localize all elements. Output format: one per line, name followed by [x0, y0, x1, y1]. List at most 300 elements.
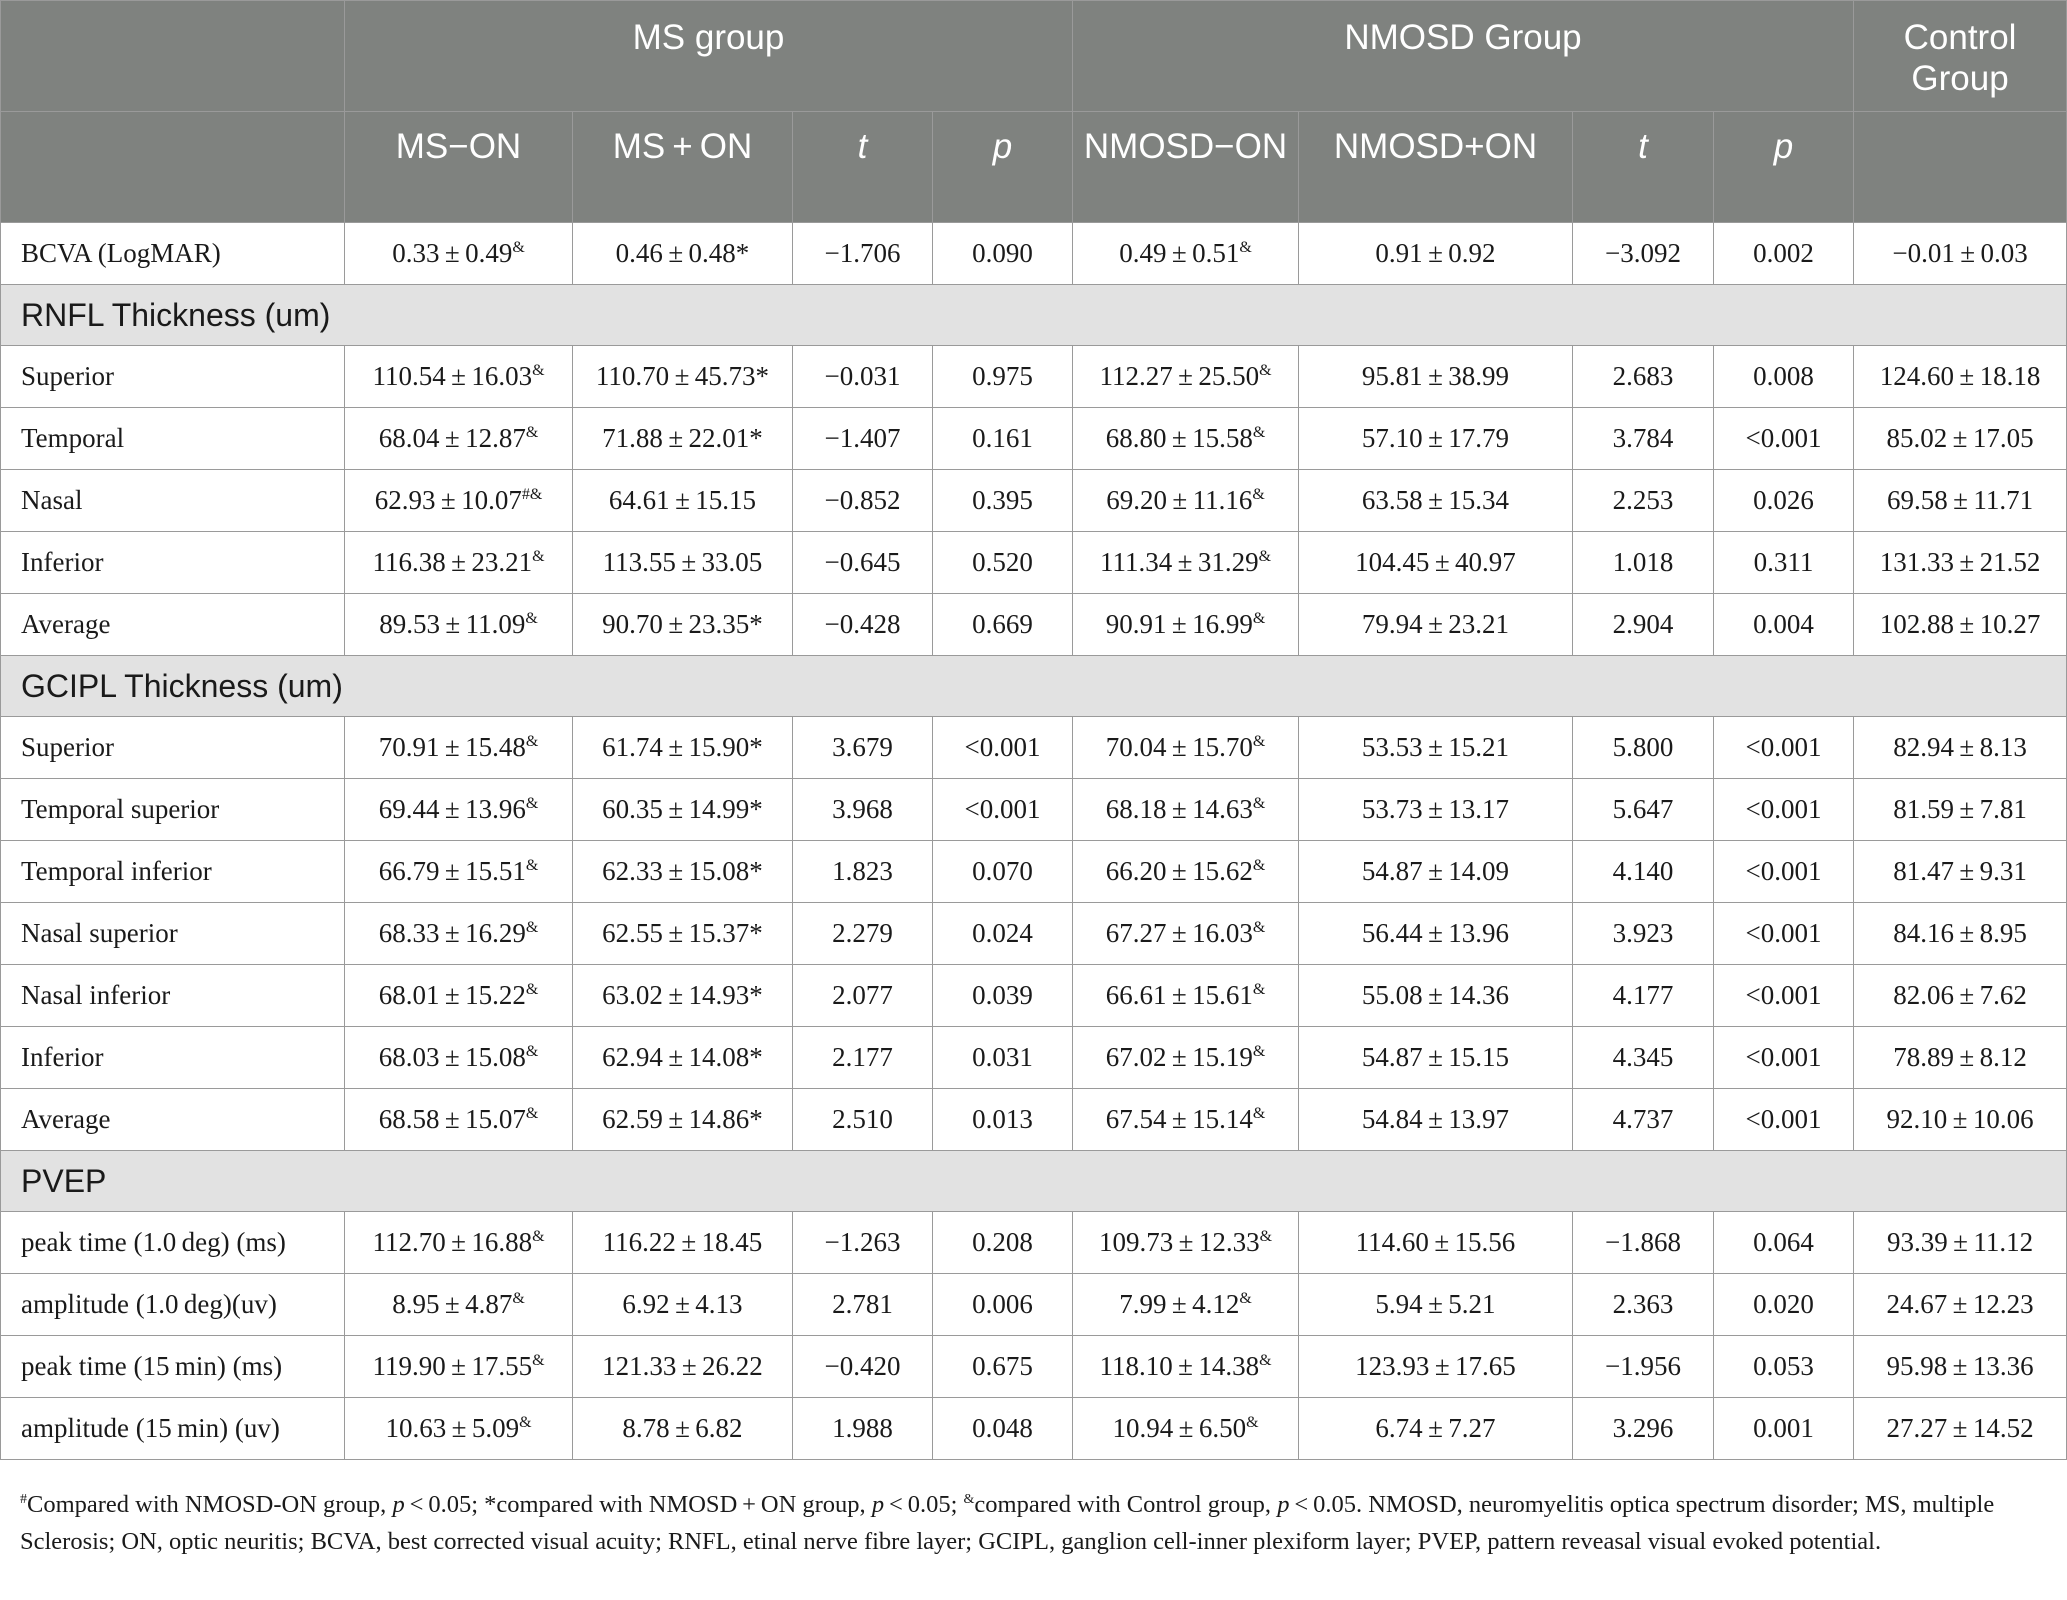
cell-value: 79.94 ± 23.21	[1361, 609, 1510, 639]
row-label: Superior	[1, 346, 345, 408]
cell-value: 10.94 ± 6.50	[1112, 1413, 1247, 1443]
cell-marker: &	[1259, 1228, 1273, 1245]
cell-value: 2.253	[1612, 485, 1674, 515]
cell-value: 5.647	[1612, 794, 1674, 824]
table-cell	[1854, 1089, 2067, 1151]
table-cell	[933, 1027, 1073, 1089]
cell-marker: &	[519, 1414, 532, 1431]
table-cell	[933, 1212, 1073, 1274]
table-cell	[1073, 346, 1299, 408]
table-cell	[573, 841, 793, 903]
cell-value: 53.53 ± 15.21	[1361, 732, 1510, 762]
cell-value: 0.311	[1753, 547, 1814, 577]
cell-value: 84.16 ± 8.95	[1893, 918, 2027, 948]
cell-marker: &	[532, 548, 545, 565]
cell-value: 61.74 ± 15.90*	[602, 732, 763, 762]
table-cell	[793, 594, 933, 656]
cell-value: 68.03 ± 15.08	[378, 1042, 526, 1072]
table-cell	[1854, 346, 2067, 408]
cell-value: <0.001	[1745, 1042, 1822, 1072]
footnote-text: < 0.05; *compared with NMOSD + ON group,	[404, 1491, 872, 1518]
table-cell	[1714, 223, 1854, 285]
cell-value: 60.35 ± 14.99*	[602, 794, 763, 824]
table-cell	[345, 470, 573, 532]
footnote-text: < 0.05. NMOSD, neuromyelitis optica spectrum disorder; MS, multiple Sclerosis; ON, optic neuritis; BCVA, best corrected visual acuity; RNFL, etinal nerve fibre layer; GCIPL, ganglion cell-inner plexiform layer; PVEP, pattern reveasal visual evoked potential.	[20, 1491, 1995, 1555]
table-cell	[345, 841, 573, 903]
table-row	[1, 408, 2067, 470]
cell-value: 3.968	[832, 794, 893, 824]
table-cell	[1299, 1274, 1573, 1336]
cell-value: −0.420	[824, 1351, 901, 1381]
cell-value: 2.177	[832, 1042, 893, 1072]
cell-marker: &	[1239, 239, 1252, 256]
cell-value: −1.868	[1605, 1227, 1681, 1257]
table-cell	[1573, 470, 1714, 532]
table-cell	[1714, 346, 1854, 408]
section-row	[1, 656, 2067, 717]
cell-value: 113.55 ± 33.05	[602, 547, 763, 577]
cell-marker: &	[525, 1105, 539, 1122]
cell-value: 0.013	[972, 1104, 1033, 1134]
table-cell	[933, 470, 1073, 532]
table-cell	[1854, 1336, 2067, 1398]
table-cell	[1073, 470, 1299, 532]
table-cell	[573, 408, 793, 470]
table-cell	[1573, 408, 1714, 470]
row-label: Superior	[1, 717, 345, 779]
table-cell	[1714, 1336, 1854, 1398]
cell-value: 6.74 ± 7.27	[1375, 1413, 1496, 1443]
cell-value: −1.706	[824, 238, 901, 268]
table-cell	[345, 594, 573, 656]
cell-value: 56.44 ± 13.96	[1361, 918, 1510, 948]
table-cell	[1573, 841, 1714, 903]
cell-marker: &	[1252, 981, 1266, 998]
table-cell	[1299, 1027, 1573, 1089]
cell-marker: &	[525, 610, 538, 627]
cell-value: 0.975	[972, 361, 1033, 391]
col-header-ms-minus-on: MS−ON	[345, 112, 573, 223]
table-cell	[345, 1274, 573, 1336]
table-cell	[1573, 532, 1714, 594]
table-cell	[793, 346, 933, 408]
table-header	[1, 1, 2067, 223]
table-cell	[933, 965, 1073, 1027]
cell-value: −0.031	[824, 361, 901, 391]
cell-value: 116.38 ± 23.21	[372, 547, 533, 577]
table-cell	[1714, 1027, 1854, 1089]
table-cell	[345, 903, 573, 965]
cell-value: 6.92 ± 4.13	[622, 1289, 743, 1319]
cell-value: 93.39 ± 11.12	[1886, 1227, 2034, 1257]
cell-value: 82.06 ± 7.62	[1893, 980, 2027, 1010]
cell-value: 121.33 ± 26.22	[602, 1351, 763, 1381]
cell-value: 82.94 ± 8.13	[1893, 732, 2027, 762]
row-label: Nasal superior	[1, 903, 345, 965]
table-cell	[1073, 1398, 1299, 1460]
row-label: BCVA (LogMAR)	[1, 223, 345, 285]
footnote-p: p	[1277, 1491, 1290, 1518]
table-cell	[573, 965, 793, 1027]
cell-value: <0.001	[1745, 732, 1822, 762]
cell-value: 70.91 ± 15.48	[378, 732, 526, 762]
table-cell	[1073, 717, 1299, 779]
cell-value: <0.001	[1745, 423, 1822, 453]
table-cell	[933, 532, 1073, 594]
table-cell	[793, 1089, 933, 1151]
cell-value: <0.001	[1745, 856, 1822, 886]
cell-value: 4.345	[1612, 1042, 1674, 1072]
table-cell	[1573, 1212, 1714, 1274]
group-header-nmosd: NMOSD Group	[1073, 1, 1854, 112]
cell-marker: &	[525, 733, 539, 750]
cell-value: 57.10 ± 17.79	[1361, 423, 1510, 453]
cell-value: 0.026	[1753, 485, 1814, 515]
table-cell	[573, 346, 793, 408]
cell-value: 3.923	[1612, 918, 1674, 948]
cell-marker: &	[1252, 424, 1266, 441]
cell-value: −1.407	[824, 423, 901, 453]
cell-value: <0.001	[964, 732, 1041, 762]
table-cell	[1299, 1212, 1573, 1274]
table-cell	[1299, 408, 1573, 470]
table-cell	[793, 470, 933, 532]
table-cell	[1299, 841, 1573, 903]
table-cell	[1854, 779, 2067, 841]
cell-value: 1.823	[832, 856, 893, 886]
cell-value: 70.04 ± 15.70	[1105, 732, 1253, 762]
cell-value: 8.78 ± 6.82	[622, 1413, 743, 1443]
table-cell	[933, 841, 1073, 903]
cell-value: 0.048	[972, 1413, 1033, 1443]
cell-marker: &	[1252, 733, 1266, 750]
cell-value: 0.064	[1753, 1227, 1814, 1257]
table-row	[1, 965, 2067, 1027]
cell-value: 1.018	[1612, 547, 1674, 577]
cell-value: 110.70 ± 45.73*	[595, 361, 770, 391]
row-label: Temporal	[1, 408, 345, 470]
cell-marker: &	[512, 239, 525, 256]
table-cell	[573, 1274, 793, 1336]
footnote-text: < 0.05;	[884, 1491, 964, 1518]
table-cell	[573, 1398, 793, 1460]
table-cell	[1854, 532, 2067, 594]
cell-value: 110.54 ± 16.03	[372, 361, 533, 391]
table-cell	[1573, 965, 1714, 1027]
header-corner-2	[1, 112, 345, 223]
cell-value: −3.092	[1605, 238, 1681, 268]
table-cell	[1573, 1089, 1714, 1151]
row-label: peak time (1.0 deg) (ms)	[1, 1212, 345, 1274]
cell-value: 71.88 ± 22.01*	[602, 423, 763, 453]
table-cell	[793, 717, 933, 779]
table-cell	[1714, 532, 1854, 594]
cell-value: 0.020	[1753, 1289, 1814, 1319]
cell-value: 111.34 ± 31.29	[1099, 547, 1259, 577]
cell-value: 2.683	[1612, 361, 1674, 391]
table-cell	[573, 223, 793, 285]
cell-value: 0.49 ± 0.51	[1119, 238, 1240, 268]
table-cell	[573, 1027, 793, 1089]
cell-value: 0.161	[972, 423, 1033, 453]
cell-value: 0.46 ± 0.48*	[615, 238, 750, 268]
table-cell	[345, 965, 573, 1027]
table-row	[1, 1089, 2067, 1151]
cell-value: 62.93 ± 10.07	[374, 485, 522, 515]
table-cell	[345, 1212, 573, 1274]
col-header-nmosd-p: p	[1714, 112, 1854, 223]
cell-value: 67.54 ± 15.14	[1105, 1104, 1253, 1134]
cell-value: −1.956	[1605, 1351, 1681, 1381]
cell-value: −0.645	[824, 547, 901, 577]
table-cell	[1573, 779, 1714, 841]
cell-marker: &	[532, 362, 545, 379]
cell-value: 0.669	[972, 609, 1033, 639]
table-cell	[1854, 717, 2067, 779]
table-cell	[1714, 779, 1854, 841]
table-cell	[1299, 1089, 1573, 1151]
cell-value: 119.90 ± 17.55	[372, 1351, 533, 1381]
table-cell	[793, 965, 933, 1027]
cell-value: 2.510	[832, 1104, 893, 1134]
table-cell	[573, 717, 793, 779]
table-cell	[345, 1089, 573, 1151]
cell-value: 0.004	[1753, 609, 1814, 639]
cell-value: 1.988	[832, 1413, 893, 1443]
table-cell	[1854, 470, 2067, 532]
table-cell	[1073, 841, 1299, 903]
table-cell	[933, 779, 1073, 841]
cell-value: 66.20 ± 15.62	[1105, 856, 1253, 886]
group-header-ms: MS group	[345, 1, 1073, 112]
cell-marker: &	[525, 981, 539, 998]
table-cell	[793, 1274, 933, 1336]
table-cell	[1299, 223, 1573, 285]
table-cell	[1854, 965, 2067, 1027]
table-cell	[933, 903, 1073, 965]
table-cell	[1299, 1336, 1573, 1398]
table-cell	[345, 1027, 573, 1089]
table-row	[1, 1336, 2067, 1398]
table-body	[1, 223, 2067, 1460]
cell-value: 112.70 ± 16.88	[372, 1227, 533, 1257]
cell-value: 90.70 ± 23.35*	[602, 609, 763, 639]
cell-value: 2.904	[1612, 609, 1674, 639]
table-row	[1, 346, 2067, 408]
table-cell	[793, 841, 933, 903]
cell-value: 10.63 ± 5.09	[385, 1413, 520, 1443]
cell-value: −1.263	[824, 1227, 901, 1257]
cell-marker: &	[512, 1290, 525, 1307]
row-label: Inferior	[1, 532, 345, 594]
table-cell	[573, 594, 793, 656]
table-cell	[933, 1336, 1073, 1398]
table-row	[1, 841, 2067, 903]
table-cell	[1299, 1398, 1573, 1460]
cell-value: 69.58 ± 11.71	[1886, 485, 2034, 515]
table-cell	[1299, 779, 1573, 841]
cell-value: 2.279	[832, 918, 893, 948]
cell-marker: &	[525, 795, 539, 812]
table-cell	[1299, 470, 1573, 532]
cell-value: 63.58 ± 15.34	[1361, 485, 1510, 515]
table-cell	[793, 1212, 933, 1274]
header-corner	[1, 1, 345, 112]
cell-value: 4.140	[1612, 856, 1674, 886]
cell-value: −0.01 ± 0.03	[1892, 238, 2028, 268]
table-cell	[1573, 223, 1714, 285]
cell-value: <0.001	[1745, 1104, 1822, 1134]
cell-value: 0.520	[972, 547, 1033, 577]
table-cell	[1299, 594, 1573, 656]
row-label: Average	[1, 1089, 345, 1151]
table-cell	[1854, 223, 2067, 285]
cell-value: 0.008	[1753, 361, 1814, 391]
cell-value: 95.98 ± 13.36	[1886, 1351, 2034, 1381]
cell-value: −0.428	[824, 609, 901, 639]
cell-marker: &	[1259, 1352, 1272, 1369]
cell-value: 4.177	[1612, 980, 1674, 1010]
cell-value: 0.039	[972, 980, 1033, 1010]
footnote-text: compared with Control group,	[974, 1491, 1278, 1518]
table-cell	[933, 346, 1073, 408]
cell-value: 67.27 ± 16.03	[1105, 918, 1253, 948]
cell-value: 53.73 ± 13.17	[1361, 794, 1510, 824]
table-cell	[933, 408, 1073, 470]
table-cell	[1299, 717, 1573, 779]
table-cell	[1073, 532, 1299, 594]
table-cell	[1854, 1398, 2067, 1460]
table-cell	[1854, 841, 2067, 903]
section-title: RNFL Thickness (um)	[1, 285, 2067, 346]
cell-value: 0.395	[972, 485, 1033, 515]
cell-value: 62.33 ± 15.08*	[602, 856, 763, 886]
cell-value: 66.61 ± 15.61	[1105, 980, 1253, 1010]
table-cell	[1573, 594, 1714, 656]
cell-value: 2.363	[1612, 1289, 1674, 1319]
table-cell	[573, 779, 793, 841]
section-row	[1, 1151, 2067, 1212]
table-cell	[933, 717, 1073, 779]
cell-value: 54.87 ± 15.15	[1361, 1042, 1510, 1072]
table-cell	[793, 1336, 933, 1398]
cell-value: 0.006	[972, 1289, 1033, 1319]
table-row	[1, 594, 2067, 656]
cell-value: 69.20 ± 11.16	[1106, 485, 1253, 515]
table-cell	[1854, 1274, 2067, 1336]
table-cell	[345, 408, 573, 470]
cell-marker: &	[1246, 1414, 1259, 1431]
footnote-mark-hash: #	[20, 1491, 27, 1507]
cell-value: 68.18 ± 14.63	[1105, 794, 1253, 824]
table-cell	[345, 1398, 573, 1460]
table-cell	[1299, 532, 1573, 594]
cell-value: <0.001	[964, 794, 1041, 824]
table-cell	[1854, 1212, 2067, 1274]
table-cell	[793, 532, 933, 594]
table-row	[1, 1274, 2067, 1336]
cell-value: 7.99 ± 4.12	[1119, 1289, 1240, 1319]
table-cell	[1073, 1089, 1299, 1151]
table-cell	[345, 1336, 573, 1398]
table-cell	[1714, 470, 1854, 532]
table-row	[1, 1027, 2067, 1089]
col-header-nmosd-plus-on: NMOSD+ON	[1299, 112, 1573, 223]
cell-value: <0.001	[1745, 980, 1822, 1010]
col-header-nmosd-minus-on: NMOSD−ON	[1073, 112, 1299, 223]
table-cell	[793, 779, 933, 841]
cell-marker: &	[532, 1228, 545, 1245]
row-label: Average	[1, 594, 345, 656]
table-cell	[573, 470, 793, 532]
table-cell	[933, 1089, 1073, 1151]
table-cell	[345, 779, 573, 841]
cell-value: 54.87 ± 14.09	[1361, 856, 1510, 886]
table-cell	[573, 903, 793, 965]
table-cell	[793, 223, 933, 285]
cell-value: 2.781	[832, 1289, 893, 1319]
footnote-p: p	[392, 1491, 405, 1518]
cell-value: <0.001	[1745, 794, 1822, 824]
cell-marker: &	[1259, 362, 1272, 379]
cell-value: 81.59 ± 7.81	[1893, 794, 2027, 824]
table-cell	[933, 223, 1073, 285]
footnote-text: Compared with NMOSD-ON group,	[27, 1491, 393, 1518]
footnote-mark-amp: &	[963, 1491, 975, 1507]
cell-value: 0.024	[972, 918, 1033, 948]
cell-value: 0.070	[972, 856, 1033, 886]
cell-marker: &	[1252, 857, 1266, 874]
cell-value: 8.95 ± 4.87	[392, 1289, 513, 1319]
col-header-ms-t: t	[793, 112, 933, 223]
cell-marker: &	[1252, 1043, 1266, 1060]
table-cell	[1854, 408, 2067, 470]
cell-value: 4.737	[1612, 1104, 1674, 1134]
table-cell	[1073, 594, 1299, 656]
cell-value: 109.73 ± 12.33	[1098, 1227, 1260, 1257]
table-cell	[793, 903, 933, 965]
cell-value: <0.001	[1745, 918, 1822, 948]
cell-marker: #&	[521, 486, 543, 503]
cell-value: 68.58 ± 15.07	[378, 1104, 526, 1134]
row-label: Nasal	[1, 470, 345, 532]
cell-value: 90.91 ± 16.99	[1105, 609, 1253, 639]
table-row	[1, 532, 2067, 594]
table-cell	[1714, 717, 1854, 779]
cell-marker: &	[1252, 919, 1266, 936]
cell-value: 3.784	[1612, 423, 1674, 453]
cell-value: 2.077	[832, 980, 893, 1010]
group-header-control: Control Group	[1854, 1, 2067, 112]
table-cell	[573, 1336, 793, 1398]
cell-value: 78.89 ± 8.12	[1893, 1042, 2027, 1072]
cell-value: 0.675	[972, 1351, 1033, 1381]
table-cell	[933, 1398, 1073, 1460]
section-title: PVEP	[1, 1151, 2067, 1212]
table-row	[1, 470, 2067, 532]
cell-value: 54.84 ± 13.97	[1361, 1104, 1510, 1134]
col-header-control	[1854, 112, 2067, 223]
table-row	[1, 223, 2067, 285]
cell-value: 0.031	[972, 1042, 1033, 1072]
table-cell	[1073, 903, 1299, 965]
table-cell	[1573, 717, 1714, 779]
cell-value: 24.67 ± 12.23	[1886, 1289, 2034, 1319]
table-cell	[345, 346, 573, 408]
row-label: Nasal inferior	[1, 965, 345, 1027]
table-cell	[793, 408, 933, 470]
table-cell	[1073, 1212, 1299, 1274]
